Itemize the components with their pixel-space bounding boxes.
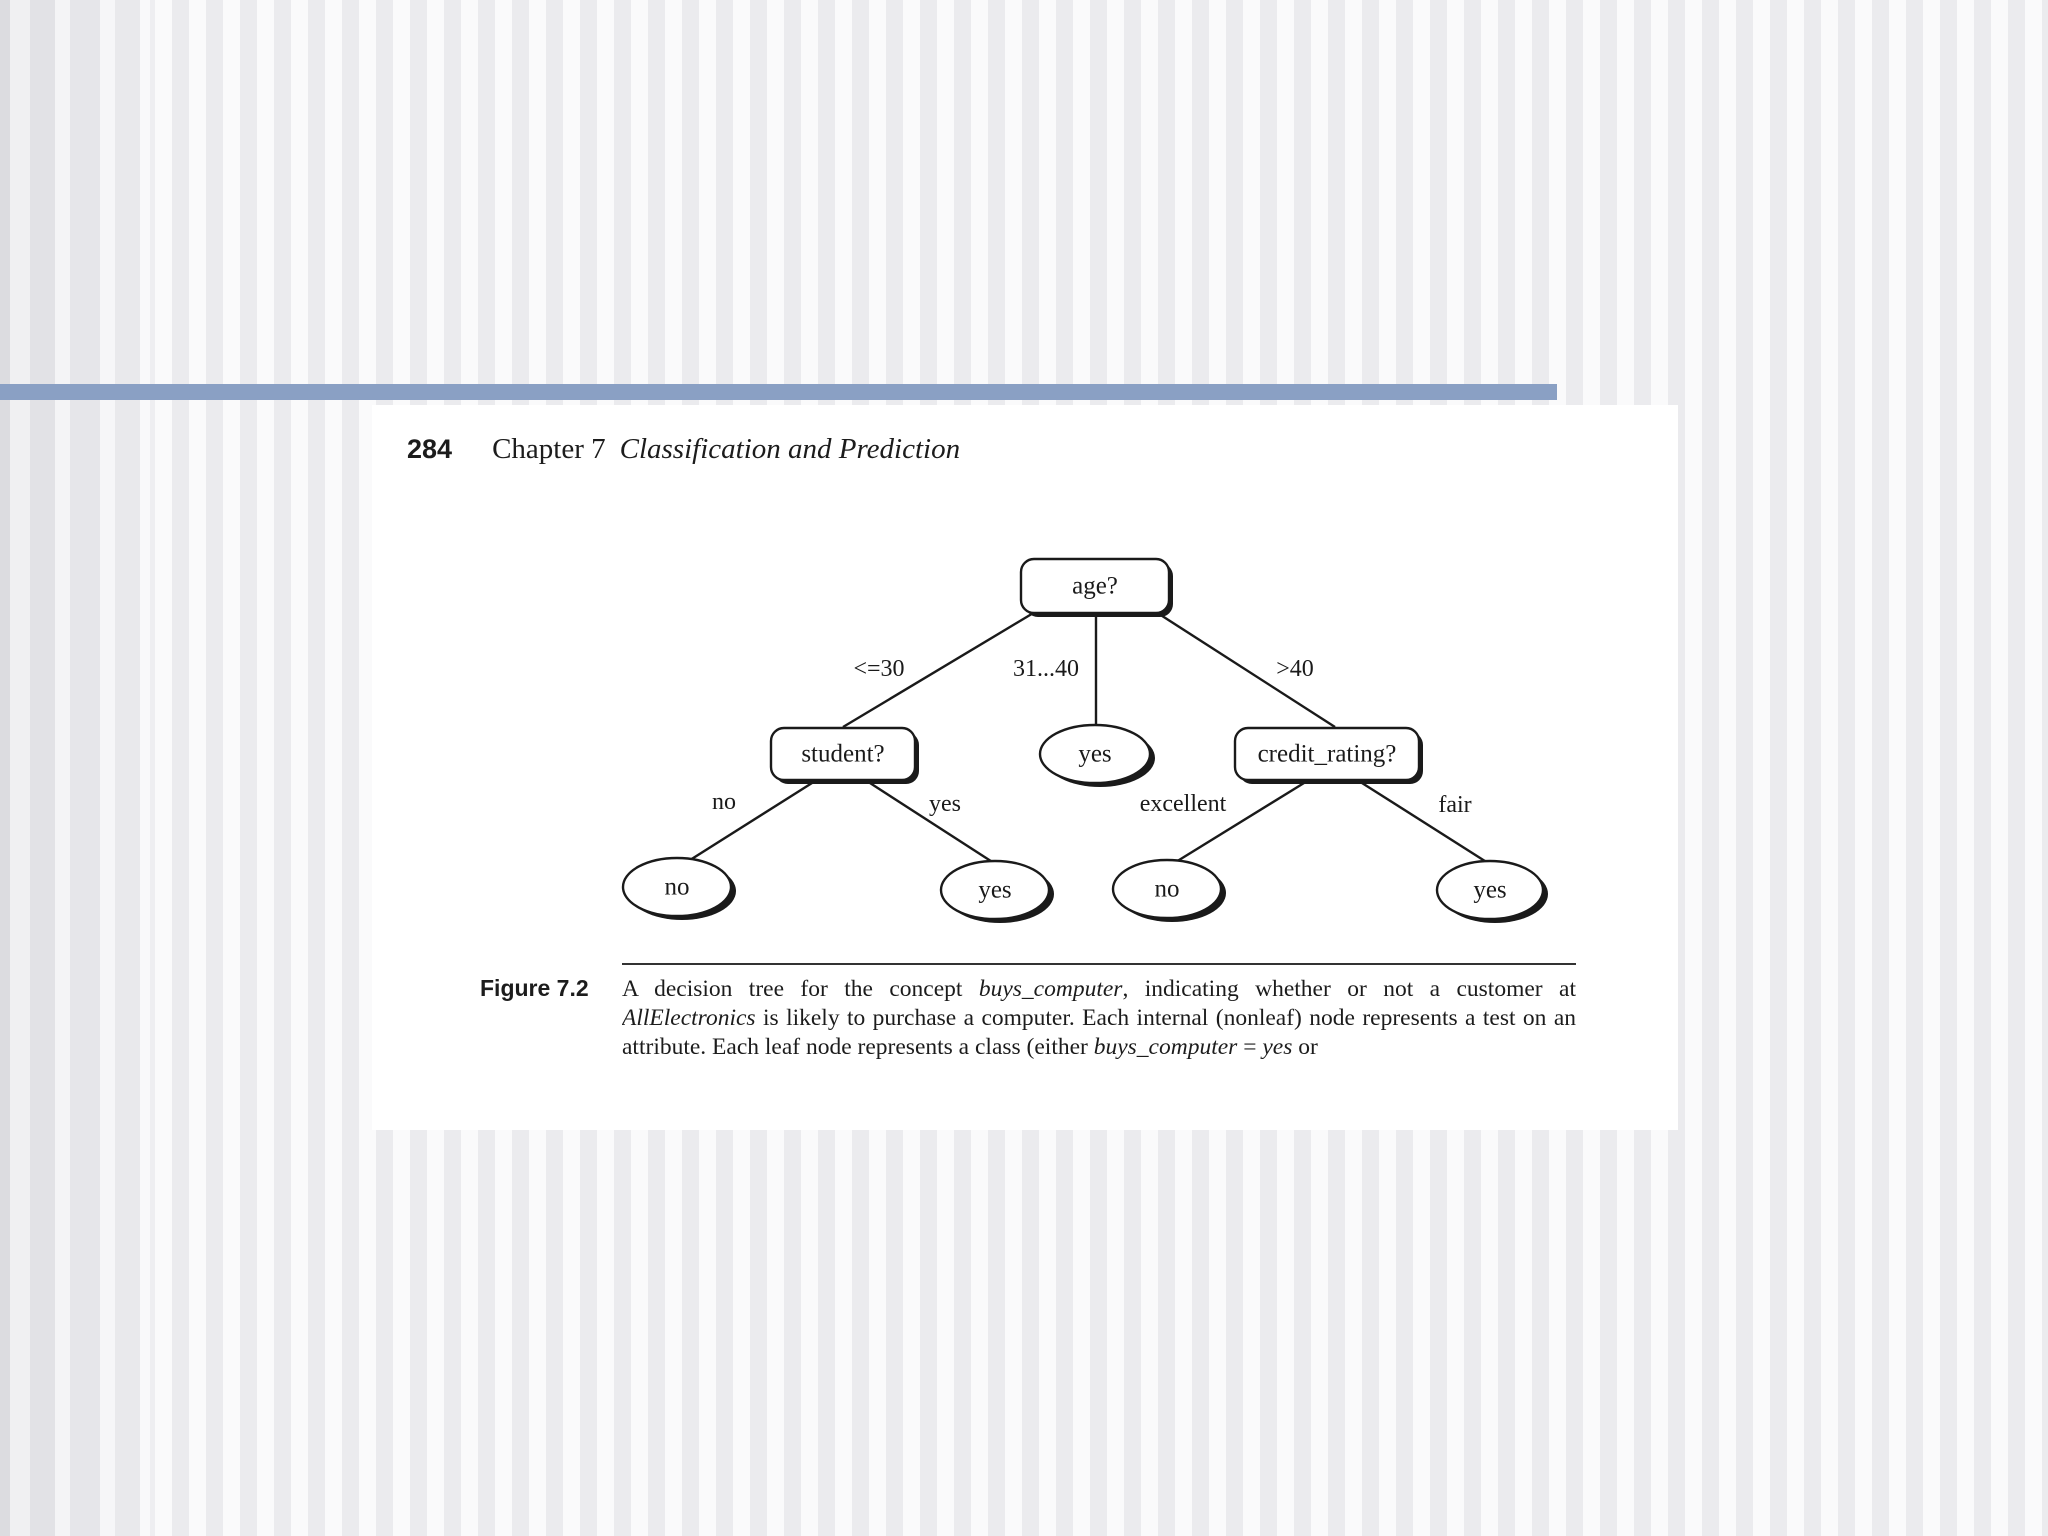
branch-label-student-yes: yes xyxy=(929,791,961,817)
caption-part: yes xyxy=(1262,1034,1293,1060)
caption-part: = xyxy=(1237,1034,1263,1060)
caption-part: A decision tree for the concept xyxy=(622,976,979,1002)
node-credit-excellent-leaf-label: no xyxy=(1154,875,1180,903)
node-student-label: student? xyxy=(801,740,885,768)
branch-label-student-no: no xyxy=(712,789,736,815)
node-student-yes-leaf xyxy=(941,861,1054,923)
node-credit-rating-label: credit_rating? xyxy=(1257,740,1397,768)
chapter-label: Chapter 7 xyxy=(492,433,606,465)
figure-label: Figure 7.2 xyxy=(480,975,589,1001)
node-student xyxy=(771,728,919,784)
caption-part: , indicating whether or not a customer at xyxy=(1122,976,1576,1002)
node-credit-fair-leaf-label: yes xyxy=(1473,876,1507,904)
accent-bar xyxy=(0,384,1557,400)
caption-part: buys_computer xyxy=(978,976,1123,1002)
node-student-no-leaf-label: no xyxy=(664,873,690,901)
chapter-title: Classification and Prediction xyxy=(619,433,961,465)
node-credit-rating xyxy=(1235,728,1423,784)
node-student-yes-leaf-label: yes xyxy=(978,876,1012,904)
node-age-label: age? xyxy=(1072,572,1118,600)
caption-rule xyxy=(622,963,1576,965)
caption-part: buys_computer xyxy=(1093,1034,1238,1060)
node-student-no-leaf xyxy=(623,858,736,920)
node-age-middle-leaf-label: yes xyxy=(1078,740,1112,768)
caption-part: is likely to purchase a computer. Each internal (nonleaf) node represents a test on an attribute. Each leaf node represents a class (either xyxy=(622,1005,1576,1060)
branch-label-age-middle: 31...40 xyxy=(1013,656,1079,682)
node-credit-excellent-leaf xyxy=(1113,860,1226,922)
node-credit-fair-leaf xyxy=(1437,861,1548,923)
node-age-middle-leaf xyxy=(1040,725,1155,787)
branch-label-credit-fair: fair xyxy=(1438,792,1472,818)
branch-label-credit-excellent: excellent xyxy=(1139,791,1227,817)
page-number: 284 xyxy=(407,434,453,464)
branch-label-age-senior: >40 xyxy=(1276,656,1314,682)
branch-label-age-young: <=30 xyxy=(853,656,905,682)
book-page-scan xyxy=(372,405,1678,1130)
caption-part: AllElectronics xyxy=(622,1005,756,1031)
caption-part: or xyxy=(1292,1034,1318,1060)
figure-caption xyxy=(622,975,1576,1075)
node-age xyxy=(1021,559,1173,617)
